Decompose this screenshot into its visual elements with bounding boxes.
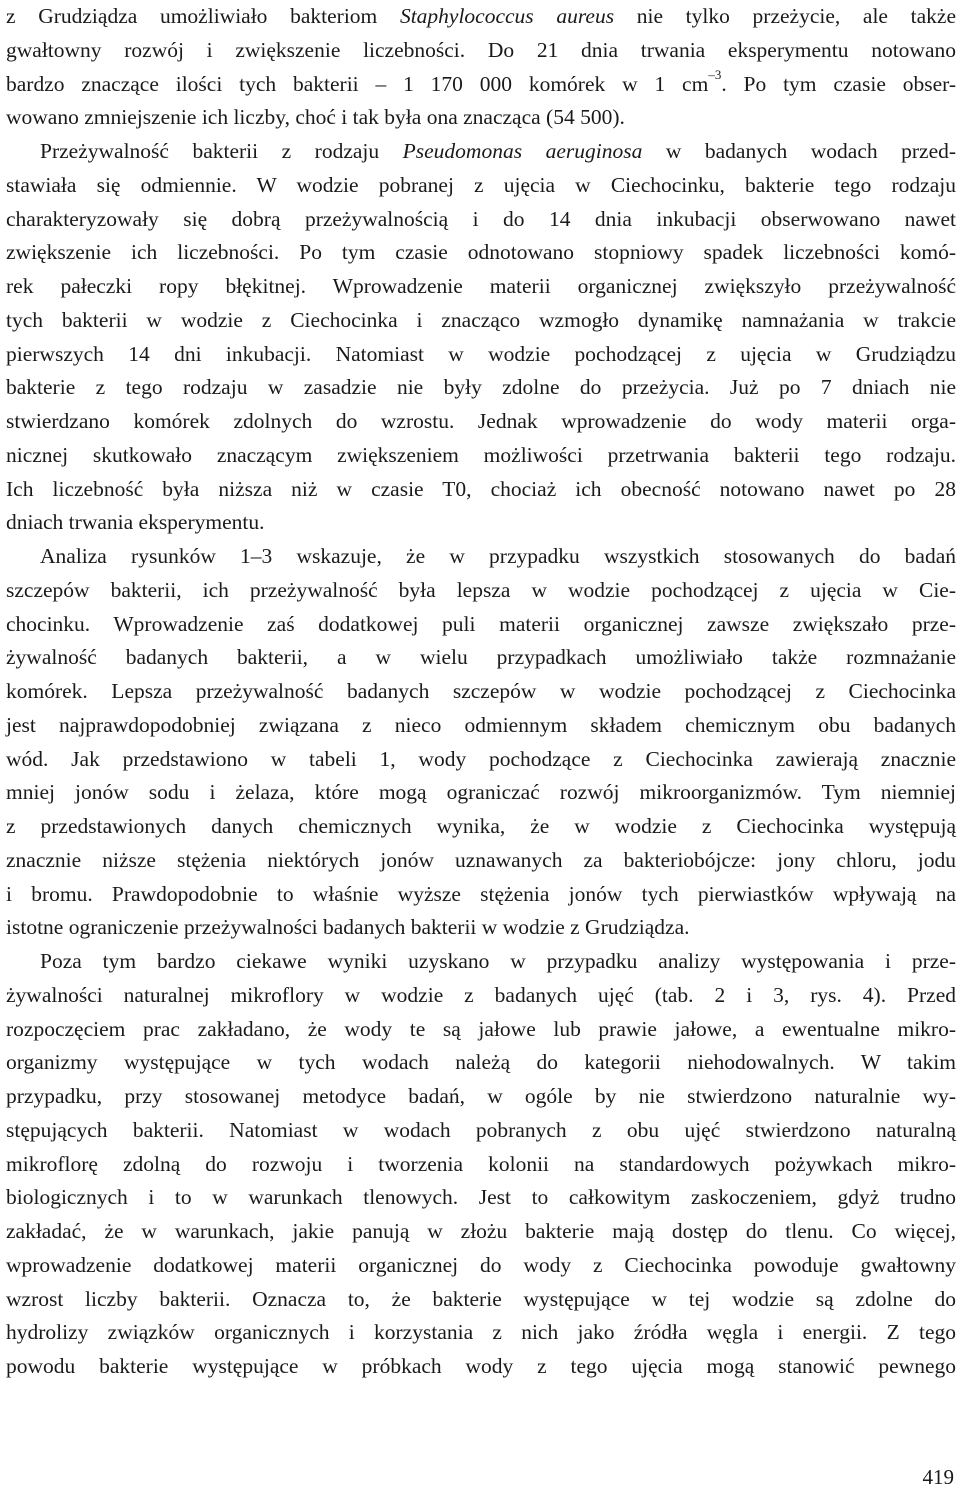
superscript: –3: [708, 67, 722, 83]
paragraph-4: [6, 945, 956, 1384]
text-line: istotne ograniczenie przeżywalności badanych bakterii w wodzie z Grudziądza.: [6, 915, 690, 940]
text-line: Poza tym bardzo ciekawe wyniki uzyskano w przypadku analizy występowania i prze-: [40, 949, 956, 973]
text-line: Ich liczebność była niższa niż w czasie T0, chociaż ich obecność notowano nawet po 28: [6, 476, 956, 501]
text-line: tych bakterii w wodzie z Ciechocinka i znacząco wzmogło dynamikę namnażania w trakcie: [6, 307, 956, 332]
text-line: chocinku. Wprowadzenie zaś dodatkowej puli materii organicznej zawsze zwiększało prze-: [6, 611, 956, 636]
text-line: pierwszych 14 dni inkubacji. Natomiast w wodzie pochodzącej z ujęcia w Grudziądzu: [6, 341, 956, 366]
text-line: wprowadzenie dodatkowej materii organicznej do wody z Ciechocinka powoduje gwałtowny: [6, 1252, 956, 1277]
text-line: organizmy występujące w tych wodach należą do kategorii niehodowalnych. W takim: [6, 1050, 956, 1075]
paragraph-2: [6, 135, 956, 540]
text-line: wowano zmniejszenie ich liczby, choć i tak była ona znacząca (54 500).: [6, 105, 625, 130]
text-line: dniach trwania eksperymentu.: [6, 510, 265, 535]
text-line: zakładać, że w warunkach, jakie panują w złożu bakterie mają dostęp do tlenu. Co więcej,: [6, 1219, 956, 1243]
paragraph-1: [6, 0, 956, 135]
text-line: hydrolizy związków organicznych i korzystania z nich jako źródła węgla i energii. Z tego: [6, 1320, 956, 1345]
text-line: i bromu. Prawdopodobnie to właśnie wyższe stężenia jonów tych pierwiastków wpływają na: [6, 881, 956, 906]
text-line: rozpoczęciem prac zakładano, że wody te są jałowe lub prawie jałowe, a ewentualne mikro-: [6, 1016, 956, 1041]
page-number: 419: [922, 1465, 954, 1489]
text-line: bakterie z tego rodzaju w zasadzie nie były zdolne do przeżycia. Już po 7 dniach nie: [6, 375, 956, 400]
text-line: biologicznych i to w warunkach tlenowych. Jest to całkowitym zaskoczeniem, gdyż trudno: [6, 1185, 956, 1210]
text-line: stępujących bakterii. Natomiast w wodach pobranych z obu ujęć stwierdzono naturalną: [6, 1117, 956, 1142]
text-line: rek pałeczki ropy błękitnej. Wprowadzenie materii organicznej zwiększyło przeżywalność: [6, 274, 956, 298]
text-line: charakteryzowały się dobrą przeżywalnością i do 14 dnia inkubacji obserwowano nawet: [6, 206, 956, 231]
text-line: zwiększenie ich liczebności. Po tym czasie odnotowano stopniowy spadek liczebności komó-: [6, 240, 956, 265]
text-line: bardzo znaczące ilości tych bakterii – 1 170 000 komórek w 1 $cm^{-3}$. Po tym czasie obser-: [6, 67, 956, 96]
text-line: wód. Jak przedstawiono w tabeli 1, wody pochodzące z Ciechocinka zawierają znacznie: [6, 746, 956, 771]
text-line: komórek. Lepsza przeżywalność badanych szczepów w wodzie pochodzącej z Ciechocinka: [6, 679, 956, 703]
species-name: Staphylococcus aureus: [399, 4, 615, 28]
text-line: nicznej skutkowało znaczącym zwiększeniem możliwości przetrwania bakterii tego rodzaju.: [6, 442, 956, 467]
text-line: stwierdzano komórek zdolnych do wzrostu. Jednak wprowadzenie do wody materii orga-: [6, 409, 956, 433]
text-line: Przeżywalność bakterii z rodzaju Pseudomonas aeruginosa w badanych wodach przed-: [40, 139, 957, 163]
text-line: mikroflorę zdolną do rozwoju i tworzenia kolonii na standardowych pożywkach mikro-: [6, 1151, 956, 1176]
text-line: mniej jonów sodu i żelaza, które mogą ograniczać rozwój mikroorganizmów. Tym niemniej: [6, 780, 956, 805]
text-line: z przedstawionych danych chemicznych wynika, że w wodzie z Ciechocinka występują: [6, 814, 956, 838]
text-line: gwałtowny rozwój i zwiększenie liczebności. Do 21 dnia trwania eksperymentu notowano: [6, 37, 956, 62]
species-name: Pseudomonas aeruginosa: [402, 139, 643, 163]
text-line: z Grudziądza umożliwiało bakteriom Staphylococcus aureus nie tylko przeżycie, ale także: [6, 4, 956, 28]
text-line: szczepów bakterii, ich przeżywalność była lepsza w wodzie pochodzącej z ujęcia w Cie-: [6, 577, 956, 602]
text-line: jest najprawdopodobniej związana z nieco odmiennym składem chemicznym obu badanych: [6, 712, 956, 737]
text-line: żywalność badanych bakterii, a w wielu przypadkach umożliwiało także rozmnażanie: [6, 645, 956, 670]
text-line: przypadku, przy stosowanej metodyce badań, w ogóle by nie stwierdzono naturalnie wy-: [6, 1084, 956, 1108]
text-line: stawiała się odmiennie. W wodzie pobranej z ujęcia w Ciechocinku, bakterie tego rodzaju: [6, 172, 956, 197]
text-line: Analiza rysunków 1–3 wskazuje, że w przypadku wszystkich stosowanych do badań: [40, 544, 956, 568]
document-body: [6, 0, 956, 1384]
text-line: znacznie niższe stężenia niektórych jonów uznawanych za bakteriobójcze: jony chloru, jodu: [6, 847, 956, 872]
text-line: żywalności naturalnej mikroflory w wodzie z badanych ujęć (tab. 2 i 3, rys. 4). Przed: [6, 982, 956, 1007]
text-line: wzrost liczby bakterii. Oznacza to, że bakterie występujące w tej wodzie są zdolne do: [6, 1286, 956, 1311]
paragraph-3: [6, 540, 956, 945]
text-line: powodu bakterie występujące w próbkach wody z tego ujęcia mogą stanowić pewnego: [6, 1354, 956, 1378]
